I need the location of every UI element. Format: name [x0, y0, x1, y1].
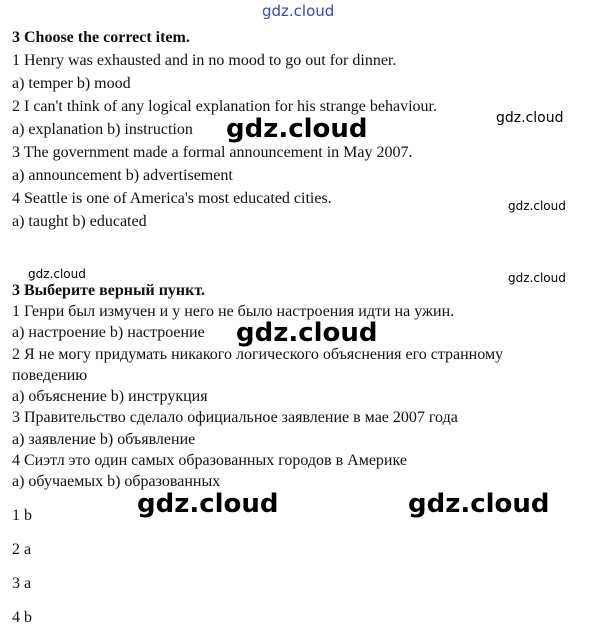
english-question-1: 1 Henry was exhausted and in no mood to go out for dinner.	[12, 52, 397, 69]
watermark-large: gdz.cloud	[226, 114, 368, 144]
russian-question-1: 1 Генри был измучен и у него не было настроения идти на ужин.	[12, 303, 455, 320]
watermark-small: gdz.cloud	[496, 110, 564, 126]
russian-options-2: а) объяснение b) инструкция	[12, 388, 208, 405]
english-options-3: a) announcement b) advertisement	[12, 167, 233, 184]
russian-heading: 3 Выберите верный пункт.	[12, 282, 206, 299]
answer-1: 1 b	[12, 507, 32, 524]
answer-4: 4 b	[12, 609, 32, 626]
russian-question-4: 4 Сиэтл это один самых образованных городов в Америке	[12, 452, 407, 469]
watermark-large: gdz.cloud	[408, 489, 550, 519]
watermark-small: gdz.cloud	[508, 271, 566, 285]
russian-options-4: а) обучаемых b) образованных	[12, 473, 221, 490]
russian-question-2-continued: поведению	[12, 367, 88, 384]
watermark-large: gdz.cloud	[137, 489, 279, 519]
english-heading: 3 Choose the correct item.	[12, 29, 190, 46]
russian-options-3: а) заявление b) объявление	[12, 431, 196, 448]
answer-3: 3 a	[12, 575, 32, 592]
watermark-small: gdz.cloud	[508, 199, 566, 213]
answer-2: 2 a	[12, 541, 32, 558]
russian-question-3: 3 Правительство сделало официальное заявление в мае 2007 года	[12, 409, 458, 426]
russian-options-1: а) настроение b) настроение	[12, 324, 205, 341]
english-question-3: 3 The government made a formal announcement in May 2007.	[12, 144, 413, 161]
watermark-top: gdz.cloud	[262, 2, 335, 20]
english-options-2: a) explanation b) instruction	[12, 121, 193, 138]
english-options-1: a) temper b) mood	[12, 75, 131, 92]
russian-question-2: 2 Я не могу придумать никакого логического объяснения его странному	[12, 346, 504, 363]
english-question-2: 2 I can't think of any logical explanation for his strange behaviour.	[12, 98, 437, 115]
english-options-4: a) taught b) educated	[12, 213, 147, 230]
watermark-small: gdz.cloud	[28, 267, 86, 281]
english-question-4: 4 Seattle is one of America's most educated cities.	[12, 190, 332, 207]
watermark-large: gdz.cloud	[236, 318, 378, 348]
